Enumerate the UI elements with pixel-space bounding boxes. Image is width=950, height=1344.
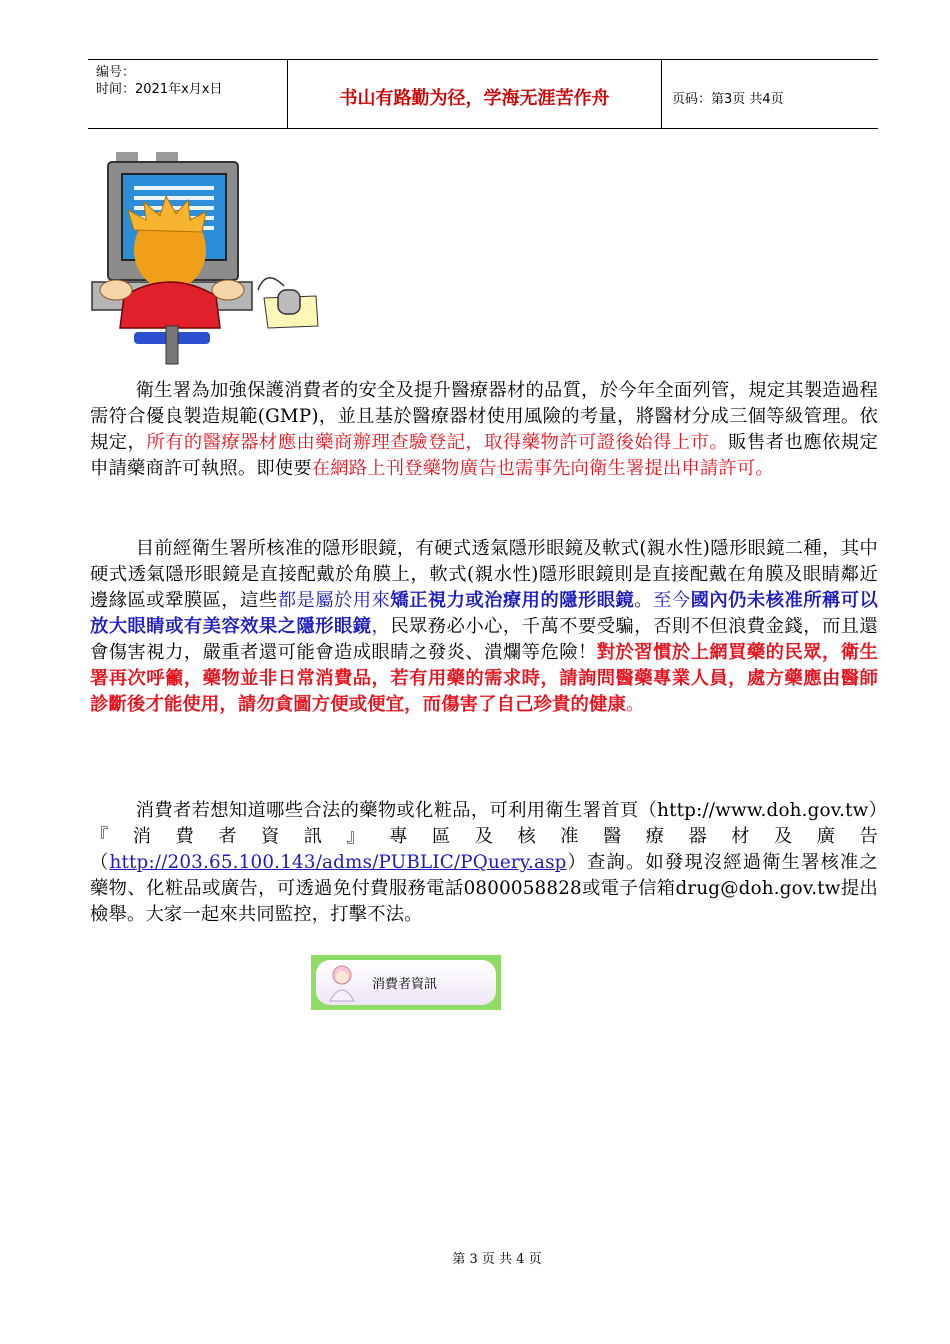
p2-text-a: 目前經衛生署所核准的隱形眼鏡，有硬式透氣隱形眼鏡及軟式(親水性)隱形眼鏡二種，其中硬式透氣隱形眼鏡是直接配戴於角膜上，軟式(親水性)隱形眼鏡則是直接配戴在角膜及眼睛鄰近邊緣區或鞏膜區，這些 <box>90 538 878 611</box>
p1-text-c: 販售者也應依規定申請藥商許可執照。即使要 <box>90 432 878 479</box>
p2-text-b: 都是屬於用來 <box>277 590 391 611</box>
header-page-info: 页码：第3页 共4页 <box>672 91 784 107</box>
p2-text-warning: 對於習慣於上網買藥的民眾，衛生署再次呼籲，藥物並非日常消費品，若有用藥的需求時，請詢問醫藥專業人員，處方藥應由醫師診斷後才能使用，請勿貪圖方便或便宜，而傷害了自己珍貴的健康 <box>90 642 879 715</box>
paragraph-contact-lenses <box>90 536 878 718</box>
consumer-info-button[interactable] <box>311 955 501 1010</box>
p3-text-a: 消費者若想知道哪些合法的藥物或化粧品，可利用衛生署首頁（http://www.doh.gov.tw）『消費者資訊』專區及核准醫療器材及廣告（ <box>90 800 878 873</box>
pquery-link[interactable]: http://203.65.100.143/adms/PUBLIC/PQuery.asp <box>109 852 567 873</box>
p1-text-a: 衛生署為加強保護消費者的安全及提升醫療器材的品質，於今年全面列管，規定其製造過程需符合優良製造規範(GMP)，並且基於醫療器材使用風險的考量，將醫材分成三個等級管理。依規定， <box>90 380 878 453</box>
document-header <box>88 59 878 129</box>
consumer-info-button-inner <box>316 960 496 1005</box>
doll-icon <box>322 963 362 1003</box>
p2-text-c: 矯正視力或治療用的隱形眼鏡 <box>390 590 635 611</box>
consumer-info-label: 消費者資訊 <box>372 977 438 992</box>
p2-text-f: 國內仍未核准所稱可以放大眼睛或有美容效果之隱形眼鏡 <box>90 590 879 637</box>
p2-text-g: ， <box>371 616 391 637</box>
p1-text-highlight-ads: 在網路上刊登藥物廣告也需事先向衛生署提出申請許可。 <box>311 458 774 479</box>
p2-text-d: 。 <box>634 590 654 611</box>
header-number: 编号： <box>96 65 136 80</box>
header-motto: 书山有路勤为径，学海无涯苦作舟 <box>288 60 662 128</box>
p3-text-b: ）查詢。如發現沒經過衛生署核准之藥物、化粧品或廣告，可透過免付費服務電話0800058828或電子信箱drug@doh.gov.tw提出檢舉。大家一起來共同監控，打擊不法。 <box>90 852 878 925</box>
p1-text-highlight-registration: 所有的醫療器材應由藥商辦理查驗登記，取得藥物許可證後始得上市。 <box>146 432 729 453</box>
header-time: 时间：2021年x月x日 <box>96 82 223 97</box>
page-footer: 第 3 页 共 4 页 <box>452 1252 542 1267</box>
header-meta <box>88 60 288 128</box>
computer-user-clipart <box>88 150 322 366</box>
paragraph-regulation <box>90 378 878 482</box>
p2-text-e: 至今 <box>653 590 691 611</box>
paragraph-consumer-info <box>90 798 878 928</box>
p2-text-j: 。 <box>625 694 645 715</box>
p2-text-h: 民眾務必小心，千萬不要受騙，否則不但浪費金錢，而且還會傷害視力，嚴重者還可能會造成眼睛之發炎、潰爛等危險！ <box>90 616 879 663</box>
